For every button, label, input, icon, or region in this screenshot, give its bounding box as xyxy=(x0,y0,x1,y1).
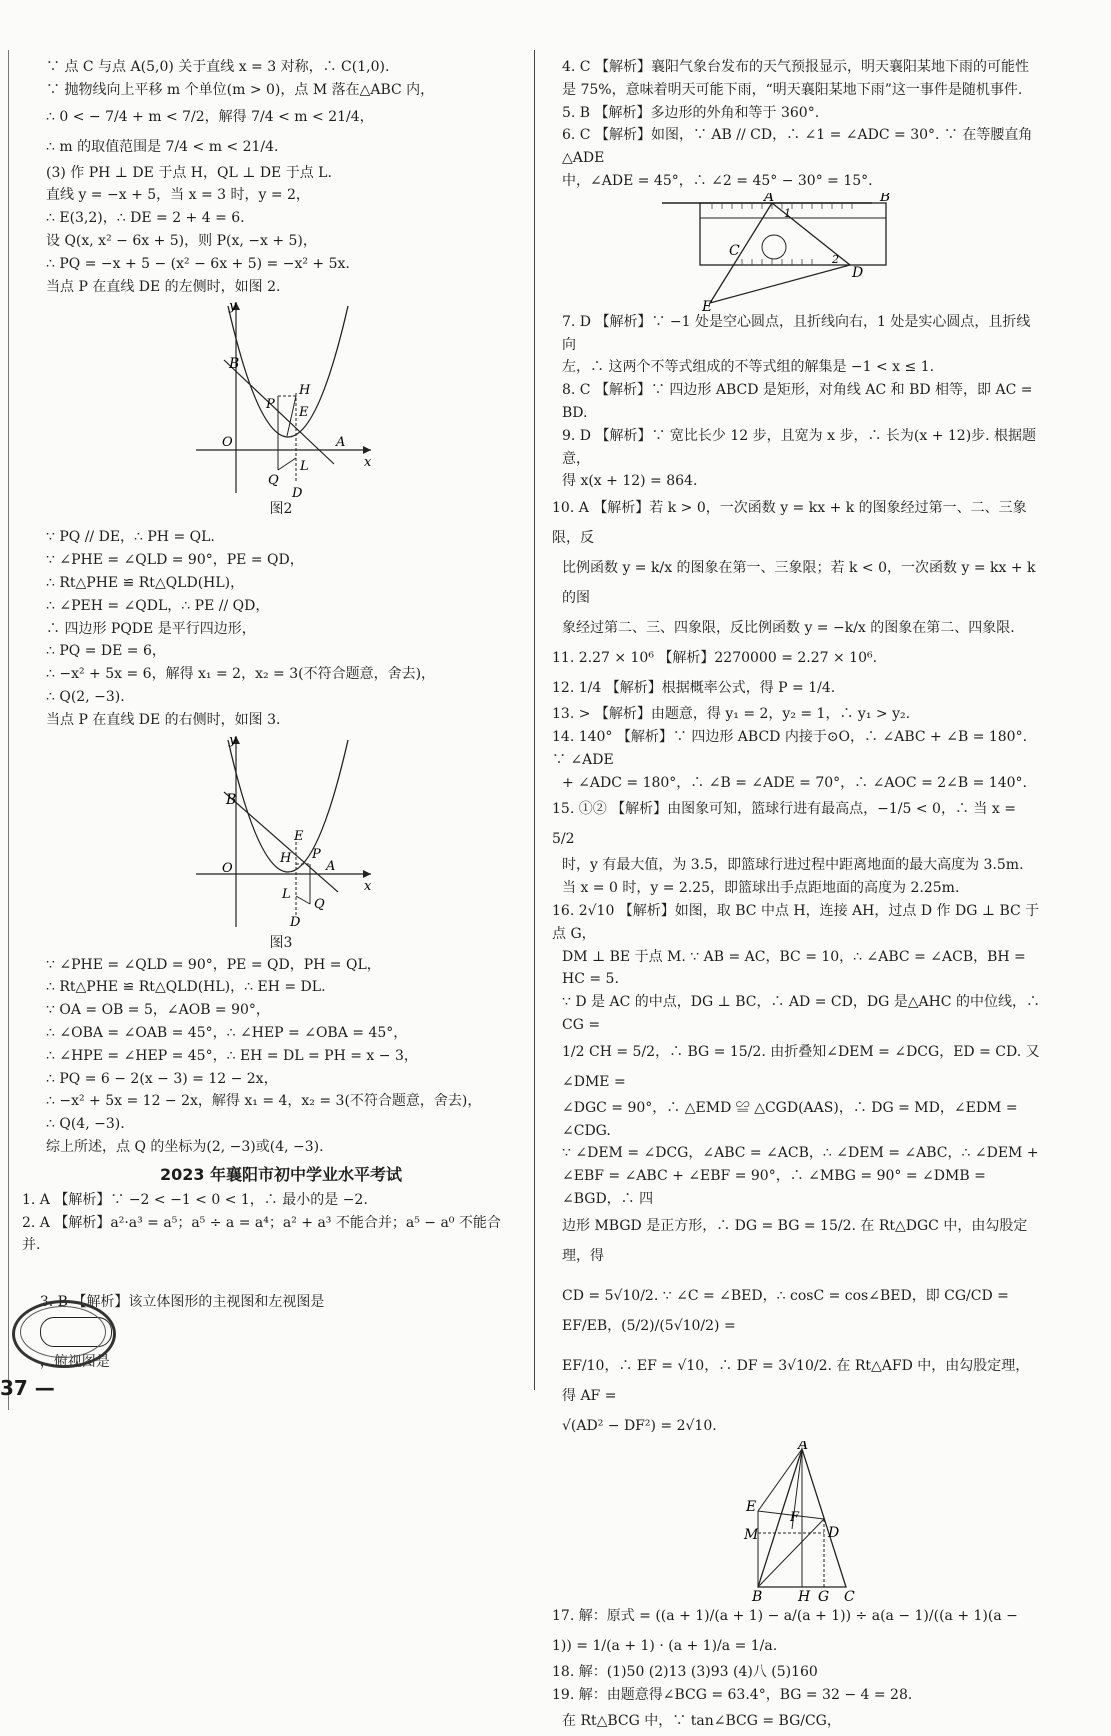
label-2: 2 xyxy=(832,252,839,266)
text-line: EF/10，∴ EF = √10，∴ DF = 3√10/2. 在 Rt△AFD 中，由勾股定理，得 AF = xyxy=(562,1357,1030,1404)
label-L: L xyxy=(282,886,291,902)
text-line: 边形 MBGD 是正方形，∴ DG = BG = 15/2. 在 Rt△DGC 中，由勾股定理，得 xyxy=(562,1217,1028,1264)
page-number-text: 37 xyxy=(0,1376,28,1400)
text-line: ∴ PQ = DE = 6， xyxy=(46,643,166,660)
text-line: ∴ Q(4, −3). xyxy=(46,1116,125,1133)
label-A: A xyxy=(798,1440,809,1453)
text-line: ∠EBF = ∠ABC + ∠EBF = 90°，∴ ∠MBG = 90° = ∠DMB = ∠BGD，∴ 四 xyxy=(562,1168,991,1207)
text-line: ∠DGC = 90°，∴ △EMD ≌ △CGD(AAS)，∴ DG = MD，∠EDM = ∠CDG. xyxy=(562,1099,1023,1139)
label-A: A xyxy=(764,192,775,205)
triangle-fold-svg xyxy=(562,1441,1040,1601)
label-P: P xyxy=(312,846,321,862)
text-line: 8. C 【解析】∵ 四边形 ABCD 是矩形，对角线 AC 和 BD 相等，即 AC = BD. xyxy=(562,382,1037,421)
text-line: 中，∠ADE = 45°，∴ ∠2 = 45° − 30° = 15°. xyxy=(562,172,873,189)
figure-2 xyxy=(46,298,516,498)
text-line: 15. ①② 【解析】由图象可知，篮球行进有最高点，−1/5 < 0，∴ 当 x = 5/2 xyxy=(552,801,1021,848)
label-H: H xyxy=(299,383,311,399)
text-line: ∴ 0 < − 7/4 + m < 7/2，解得 7/4 < m < 21/4， xyxy=(46,108,374,125)
text-line: ∴ m 的取值范围是 7/4 < m < 21/4. xyxy=(46,138,279,155)
label-O: O xyxy=(222,860,233,876)
exam-title: 2023 年襄阳市初中学业水平考试 xyxy=(159,1164,403,1184)
label-Q: Q xyxy=(268,473,279,489)
answer-2: 2. A 【解析】a²·a³ = a⁵；a⁵ ÷ a = a⁴；a² + a³ 不能合并；a⁵ − a⁰ 不能合并. xyxy=(22,1214,501,1254)
label-M: M xyxy=(744,1526,759,1543)
page-number: 37 — xyxy=(0,1376,55,1400)
ruler-triangle-figure xyxy=(562,193,1040,311)
text-line: 得 x(x + 12) = 864. xyxy=(562,473,698,490)
label-O: O xyxy=(222,435,233,451)
label-D: D xyxy=(828,1524,840,1541)
figure-2-caption: 图2 xyxy=(269,501,293,518)
text-line: √(AD² − DF²) = 2√10. xyxy=(562,1417,717,1434)
text-line: ∴ ∠HPE = ∠HEP = 45°，∴ EH = DL = PH = x − 3， xyxy=(46,1047,418,1064)
text-line: 综上所述，点 Q 的坐标为(2, −3)或(4, −3). xyxy=(46,1138,324,1155)
text-line: 14. 140° 【解析】∵ 四边形 ABCD 内接于⊙O，∴ ∠ABC + ∠B = 180°. ∵ ∠ADE xyxy=(552,728,1032,768)
text-line: DM ⊥ BE 于点 M. ∵ AB = AC，BC = 10，∴ ∠ABC = ∠ACB，BH = HC = 5. xyxy=(562,948,1031,988)
text-line: ∴ Rt△PHE ≌ Rt△QLD(HL)， xyxy=(46,574,245,591)
label-A: A xyxy=(336,435,346,451)
text-line: 当点 P 在直线 DE 的左侧时，如图 2. xyxy=(46,278,281,295)
text-line: ∵ ∠PHE = ∠QLD = 90°，PE = QD， xyxy=(46,552,304,569)
text-line: 7. D 【解析】∵ −1 处是空心圆点，且折线向右，1 处是实心圆点，且折线向 xyxy=(562,313,1031,353)
figure-3 xyxy=(46,732,516,932)
text-line: ∴ PQ = 6 − 2(x − 3) = 12 − 2x， xyxy=(46,1070,278,1087)
text-line: 是 75%，意味着明天可能下雨，“明天襄阳某地下雨”这一事件是随机事件. xyxy=(562,81,1023,98)
text-line: 4. C 【解析】襄阳气象台发布的天气预报显示，明天襄阳某地下雨的可能性 xyxy=(562,59,1029,75)
answer-1: 1. A 【解析】∵ −2 < −1 < 0 < 1，∴ 最小的是 −2. xyxy=(22,1191,368,1208)
text-line: 5. B 【解析】多边形的外角和等于 360°. xyxy=(562,104,820,121)
text-line: 12. 1/4 【解析】根据概率公式，得 P = 1/4. xyxy=(552,680,836,697)
text-line: 18. 解：(1)50 (2)13 (3)93 (4)八 (5)160 xyxy=(552,1663,818,1680)
text-line: ∴ −x² + 5x = 12 − 2x，解得 x₁ = 4，x₂ = 3(不符合题意，舍去)， xyxy=(46,1093,482,1110)
label-E: E xyxy=(294,828,304,844)
text-line: ∵ D 是 AC 的中点，DG ⊥ BC，∴ AD = CD，DG 是△AHC 的中位线，∴ CG = xyxy=(562,994,1045,1033)
label-B: B xyxy=(752,1588,763,1601)
label-y: y xyxy=(229,299,237,315)
left-margin-line xyxy=(8,50,9,1410)
label-C: C xyxy=(844,1588,855,1601)
text-line: 直线 y = −x + 5，当 x = 3 时，y = 2， xyxy=(46,187,310,204)
text-line: ∴ Rt△PHE ≌ Rt△QLD(HL)，∴ EH = DL. xyxy=(46,979,326,996)
text-line: (3) 作 PH ⊥ DE 于点 H，QL ⊥ DE 于点 L. xyxy=(46,164,332,181)
text-line: 设 Q(x, x² − 6x + 5)，则 P(x, −x + 5)， xyxy=(46,232,317,249)
label-L: L xyxy=(300,459,309,475)
label-P: P xyxy=(266,397,275,413)
text-line: 11. 2.27 × 10⁶ 【解析】2270000 = 2.27 × 10⁶. xyxy=(552,650,878,667)
text-line: 6. C 【解析】如图，∵ AB // CD，∴ ∠1 = ∠ADC = 30°. ∵ 在等腰直角△ADE xyxy=(562,127,1033,167)
figure-16 xyxy=(562,1441,1040,1601)
text-line: + ∠ADC = 180°，∴ ∠B = ∠ADE = 70°，∴ ∠AOC = 2∠B = 140°. xyxy=(562,774,1027,791)
figure-3-caption: 图3 xyxy=(269,934,293,951)
label-H: H xyxy=(280,850,292,866)
label-Q: Q xyxy=(314,896,325,912)
label-E: E xyxy=(746,1498,757,1515)
text-line: 10. A 【解析】若 k > 0，一次函数 y = kx + k 的图象经过第一、二、三象限，反 xyxy=(552,500,1027,547)
top-view-inner-circle xyxy=(20,1306,106,1358)
text-line: 在 Rt△BCG 中，∵ tan∠BCG = BG/CG， xyxy=(562,1713,841,1730)
text-line: ∴ E(3,2)，∴ DE = 2 + 4 = 6. xyxy=(46,210,245,227)
label-x: x xyxy=(364,455,372,471)
text-line: 左，∴ 这两个不等式组成的不等式组的解集是 −1 < x ≤ 1. xyxy=(562,359,935,376)
label-G: G xyxy=(818,1588,830,1601)
parabola-graph-3 xyxy=(46,732,516,932)
label-D: D xyxy=(290,914,301,930)
label-B: B xyxy=(880,192,891,205)
text-line: 比例函数 y = k/x 的图象在第一、三象限；若 k < 0，一次函数 y = kx + k 的图 xyxy=(562,560,1040,607)
column-divider xyxy=(534,50,535,1390)
text-line: CD = 5√10/2. ∵ ∠C = ∠BED，∴ cosC = cos∠BED，即 CG/CD = EF/EB，(5/2)/(5√10/2) = xyxy=(562,1287,1014,1334)
label-D: D xyxy=(292,486,303,499)
text-line: ∴ PQ = −x + 5 − (x² − 6x + 5) = −x² + 5x. xyxy=(46,255,350,272)
text-line: 时，y 有最大值，为 3.5，即篮球行进过程中距离地面的最大高度为 3.5m. xyxy=(562,857,1024,874)
label-x: x xyxy=(364,878,372,894)
label-B: B xyxy=(226,791,237,808)
text-line: ∴ −x² + 5x = 6，解得 x₁ = 2，x₂ = 3(不符合题意，舍去)， xyxy=(46,666,436,683)
label-H: H xyxy=(798,1588,811,1601)
solution-part-b xyxy=(46,526,516,731)
text-line: ∵ ∠PHE = ∠QLD = 90°，PE = QD，PH = QL， xyxy=(46,956,381,973)
text-line: ∵ OA = OB = 5，∠AOB = 90°， xyxy=(46,1002,270,1019)
label-B: B xyxy=(229,356,240,373)
solution-part-a xyxy=(46,56,516,298)
parabola-graph-2 xyxy=(46,298,516,498)
text-line: 17. 解：原式 = ((a + 1)/(a + 1) − a/(a + 1)) ÷ a(a − 1)/((a + 1)(a − 1)) = 1/(a + 1) · (a + 1)/a = 1/a. xyxy=(552,1607,1023,1654)
text-line: 象经过第二、三、四象限，反比例函数 y = −k/x 的图象在第二、四象限. xyxy=(562,620,1015,637)
text-line: 1/2 CH = 5/2，∴ BG = 15/2. 由折叠知∠DEM = ∠DCG，ED = CD. 又∠DME = xyxy=(562,1043,1040,1090)
label-1: 1 xyxy=(784,206,791,220)
text-line: 当点 P 在直线 DE 的右侧时，如图 3. xyxy=(46,711,281,728)
text-line: 16. 2√10 【解析】如图，取 BC 中点 H，连接 AH，过点 D 作 DG ⊥ BC 于点 G， xyxy=(552,902,1040,942)
text-line: 13. > 【解析】由题意，得 y₁ = 2，y₂ = 1，∴ y₁ > y₂. xyxy=(552,706,911,723)
ruler-triangle-svg xyxy=(562,193,1040,311)
text-line: ∵ PQ // DE，∴ PH = QL. xyxy=(46,529,215,546)
text-line: ∵ 点 C 与点 A(5,0) 关于直线 x = 3 对称，∴ C(1,0). xyxy=(46,59,390,75)
label-E: E xyxy=(299,405,309,421)
label-A: A xyxy=(326,858,336,874)
right-column xyxy=(552,56,1045,1736)
label-D: D xyxy=(852,264,864,281)
text-line: 9. D 【解析】∵ 宽比长少 12 步，且宽为 x 步，∴ 长为(x + 12)步. 根据题意， xyxy=(562,427,1037,467)
text-line: ∴ ∠OBA = ∠OAB = 45°，∴ ∠HEP = ∠OBA = 45°， xyxy=(46,1024,408,1041)
text-line: 19. 解：由题意得∠BCG = 63.4°，BG = 32 − 4 = 28. xyxy=(552,1686,913,1703)
label-E: E xyxy=(702,298,713,311)
text-line: 当 x = 0 时，y = 2.25，即篮球出手点距地面的高度为 2.25m. xyxy=(562,880,960,897)
answer-3-text: 3. B 【解析】该立体图形的主视图和左视图是 xyxy=(39,1294,325,1311)
label-C: C xyxy=(729,242,740,259)
label-F: F xyxy=(790,1509,800,1525)
text-line: ∵ 抛物线向上平移 m 个单位(m > 0)，点 M 落在△ABC 内， xyxy=(46,81,435,98)
text-line: ∴ ∠PEH = ∠QDL，∴ PE // QD， xyxy=(46,597,270,614)
text-line: ∴ Q(2, −3). xyxy=(46,688,125,705)
solution-part-c xyxy=(46,954,516,1159)
text-line: ∵ ∠DEM = ∠DCG，∠ABC = ∠ACB，∴ ∠DEM = ∠ABC，∴ ∠DEM + xyxy=(562,1145,1039,1162)
answer-3-text-end: ，俯视图是 xyxy=(39,1354,110,1371)
label-y: y xyxy=(229,732,237,748)
text-line: ∴ 四边形 PQDE 是平行四边形， xyxy=(46,620,256,637)
